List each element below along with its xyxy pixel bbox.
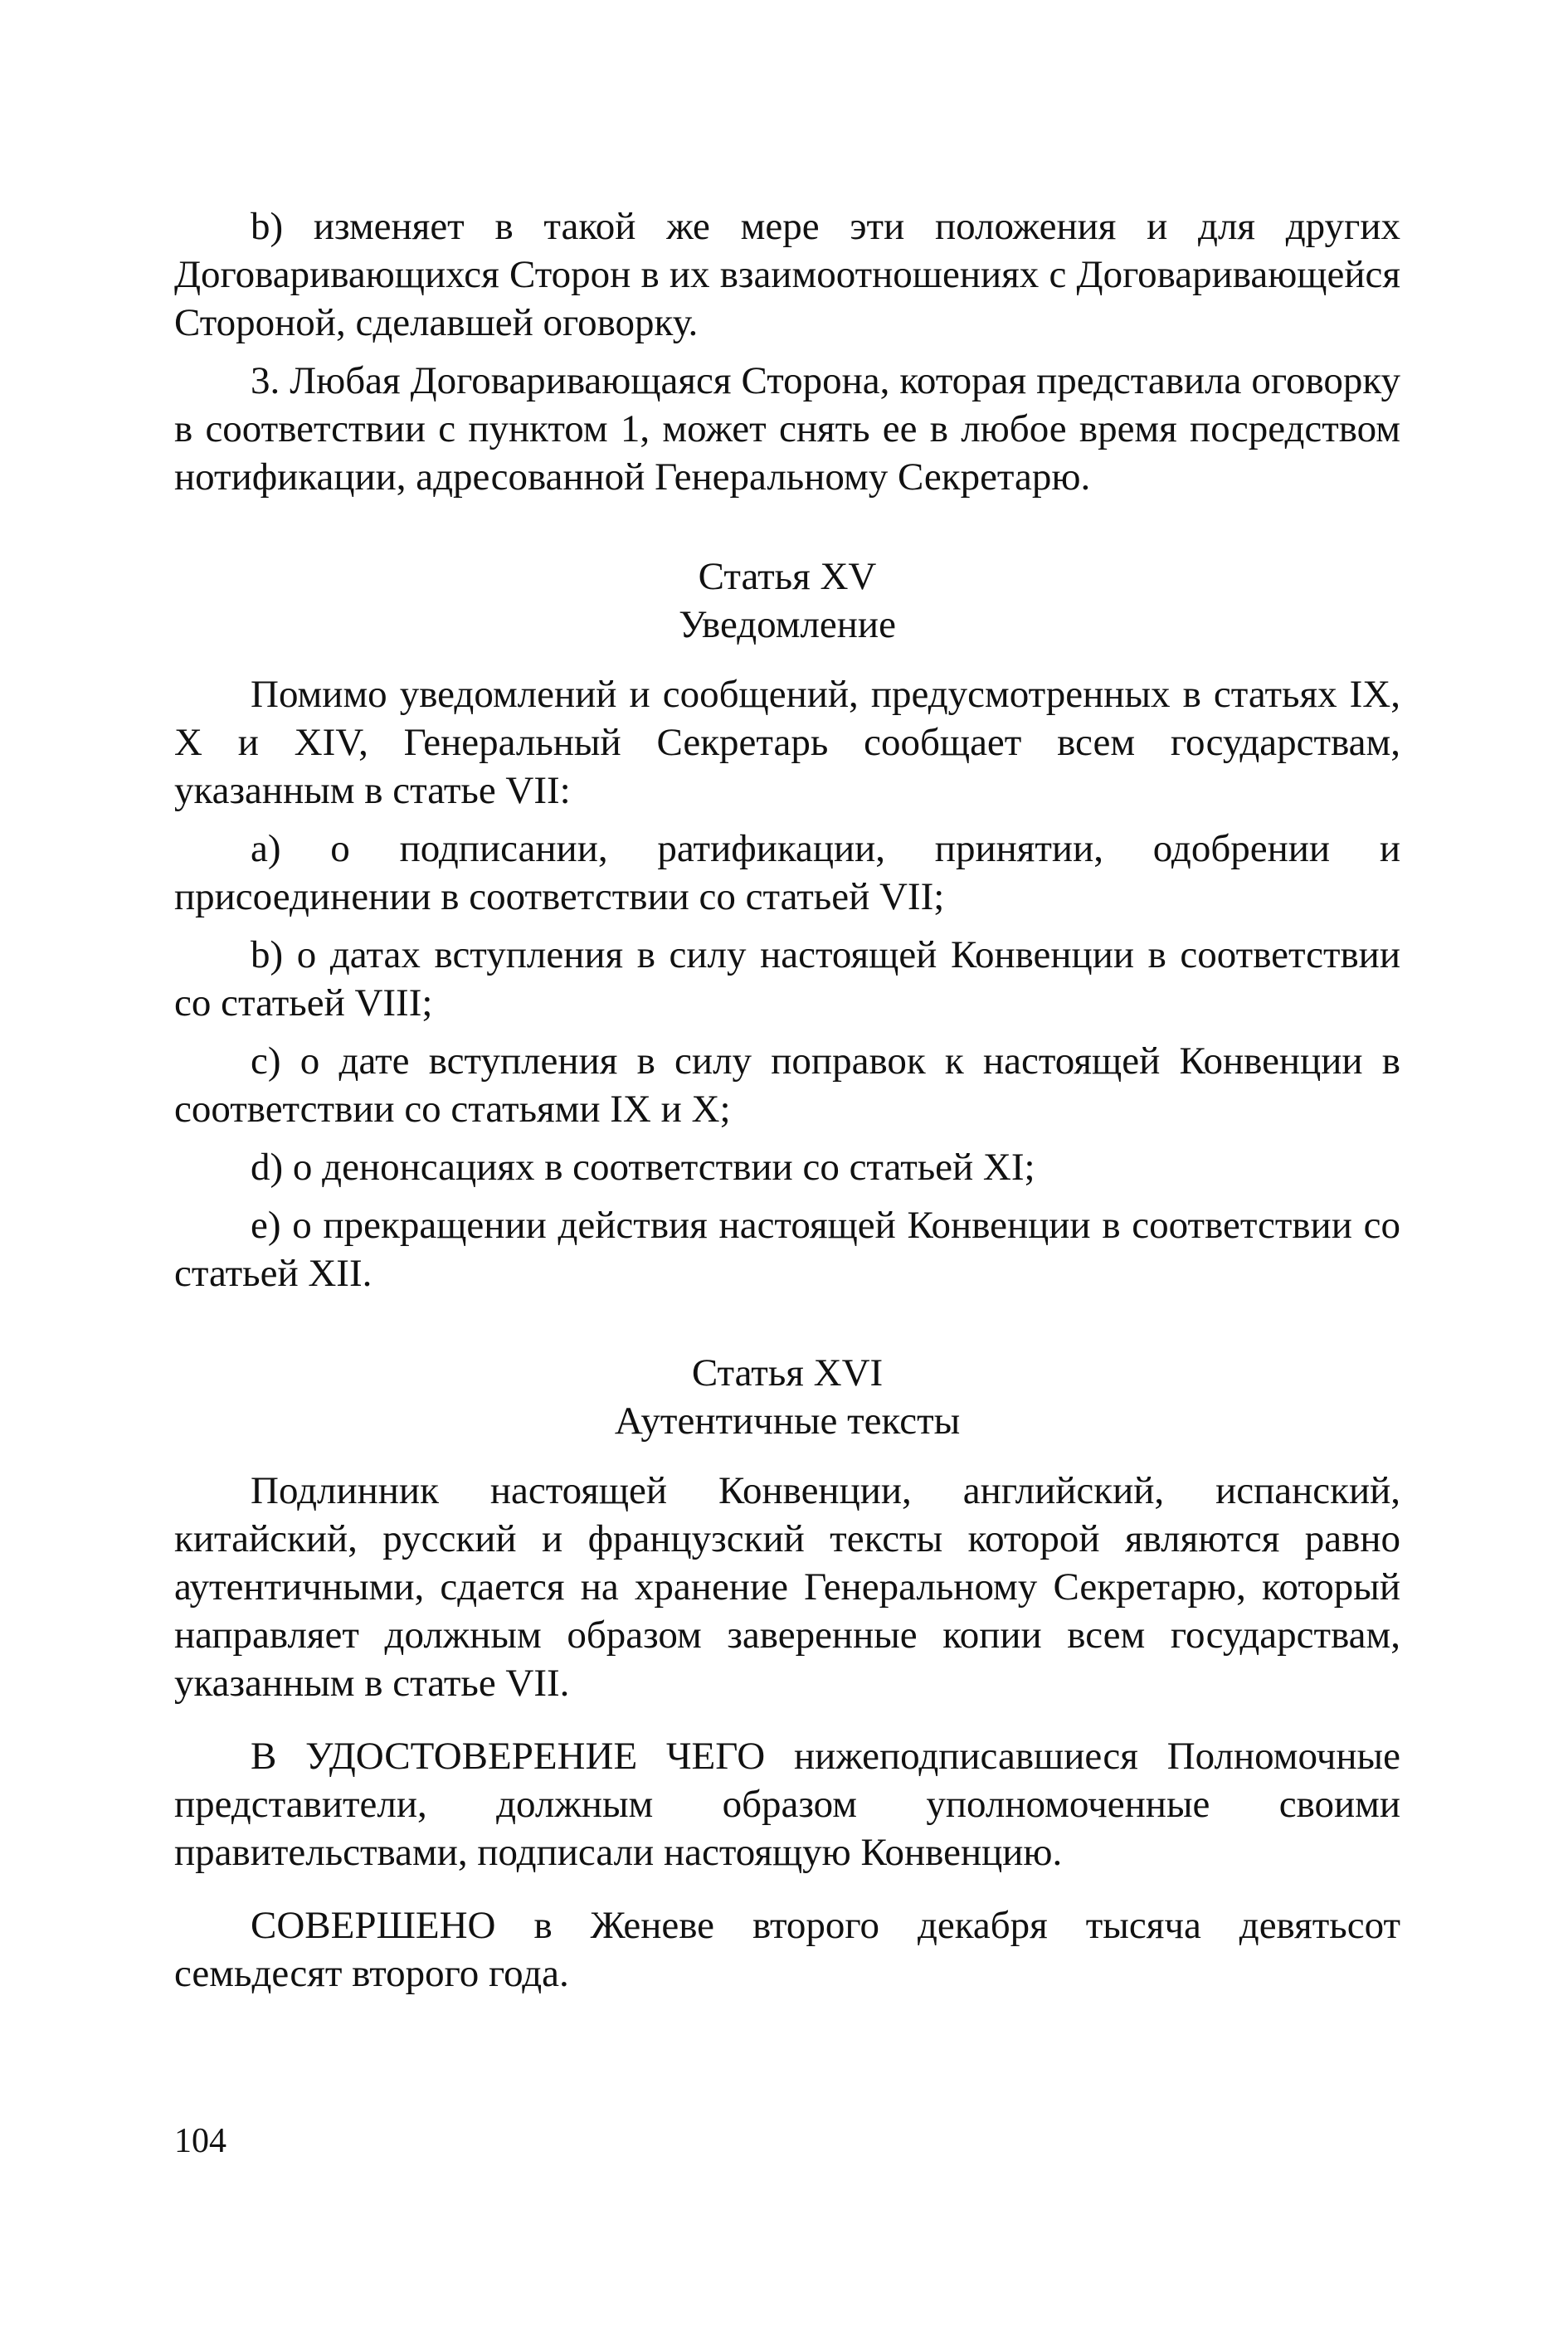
article-xv-intro: Помимо уведомлений и сообщений, предусмотренных в статьях IX, X и XIV, Генеральный Секретарь сообщает всем государствам, указанным в статье VII:	[174, 673, 1400, 812]
in-witness-paragraph: В УДОСТОВЕРЕНИЕ ЧЕГО нижеподписавшиеся Полномочные представители, должным образом уполномоченные своими правительствами, подписали настоящую Конвенцию.	[174, 1735, 1400, 1874]
article-xv-item-b: b) о датах вступления в силу настоящей Конвенции в соответствии со статьей VIII;	[174, 933, 1400, 1025]
article-xv-item-c: c) о дате вступления в силу поправок к настоящей Конвенции в соответствии со статьями IX и X;	[174, 1039, 1400, 1131]
article-xvi-title: Статья XVI	[691, 1351, 884, 1395]
paragraph-reservation-effect: b) изменяет в такой же мере эти положения и для других Договаривающихся Сторон в их взаимоотношениях с Договаривающейся Стороной, сделавшей оговорку.	[174, 205, 1400, 344]
article-xv-item-d: d) о денонсациях в соответствии со статьей XI;	[251, 1146, 1035, 1189]
article-xvi	[174, 1349, 1400, 1998]
paragraph-reservation-withdrawal: 3. Любая Договаривающаяся Сторона, которая представила оговорку в соответствии с пунктом 1, может снять ее в любое время посредством нотификации, адресованной Генеральному Секретарю.	[174, 359, 1400, 499]
done-at-geneva-paragraph: СОВЕРШЕНО в Женеве второго декабря тысяча девятьсот семьдесят второго года.	[174, 1904, 1400, 1995]
article-xv	[174, 552, 1400, 1297]
article-xv-item-a: a) о подписании, ратификации, принятии, одобрении и присоединении в соответствии со статьей VII;	[174, 827, 1400, 918]
page-content	[174, 202, 1400, 1998]
article-xv-item-e: e) о прекращении действия настоящей Конвенции в соответствии со статьей XII.	[174, 1204, 1400, 1295]
article-xv-title: Статья XV	[698, 555, 877, 598]
article-xvi-subtitle: Аутентичные тексты	[614, 1399, 961, 1443]
page-number: 104	[174, 2122, 226, 2160]
article-xv-subtitle: Уведомление	[679, 603, 896, 646]
article-xvi-authentic-texts: Подлинник настоящей Конвенции, английский, испанский, китайский, русский и французский тексты которой являются равно аутентичными, сдается на хранение Генеральному Секретарю, который направляет должным образом заверенные копии всем государствам, указанным в статье VII.	[174, 1469, 1400, 1705]
